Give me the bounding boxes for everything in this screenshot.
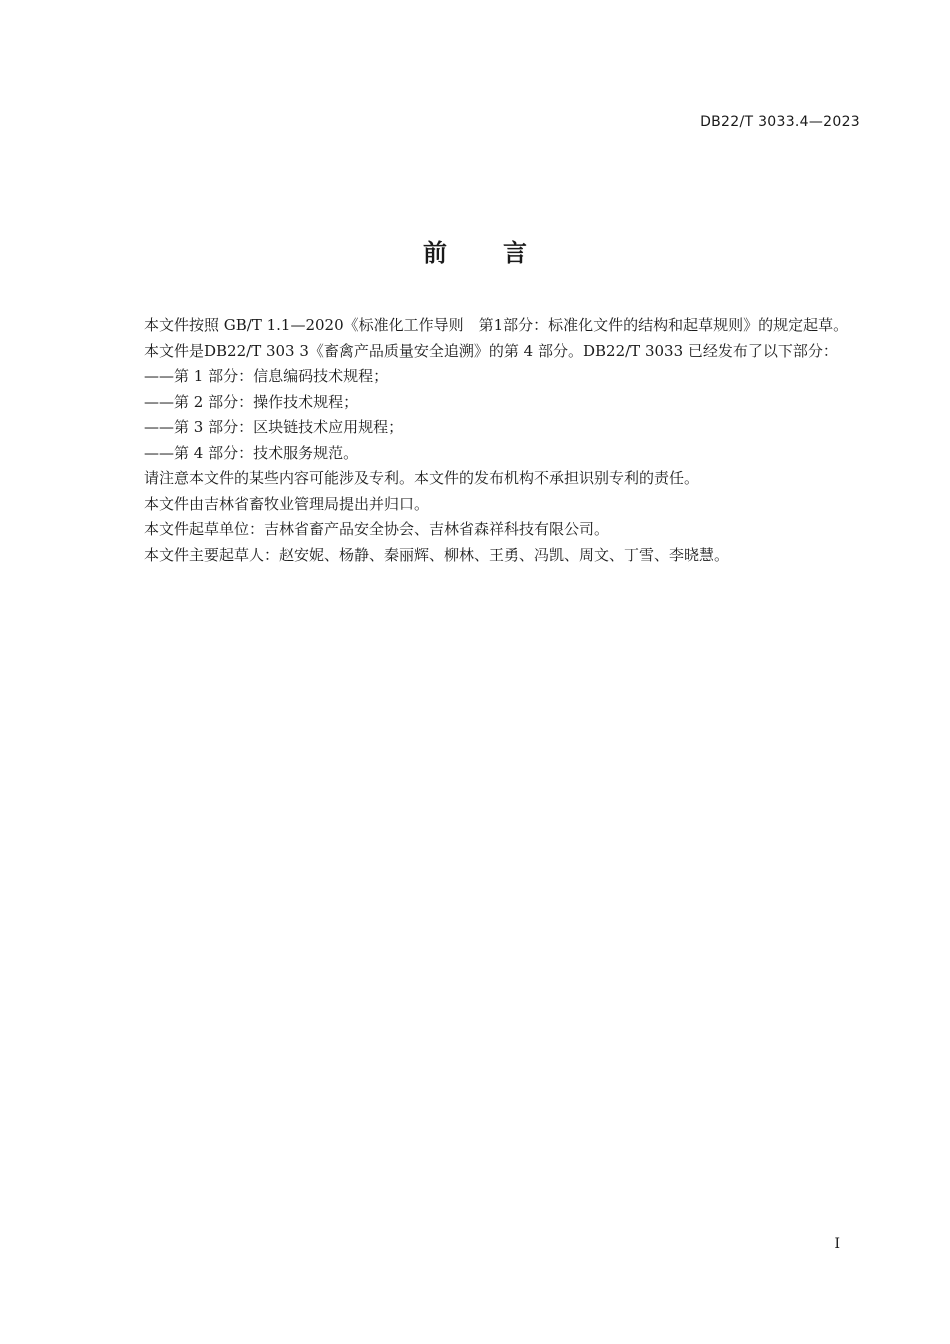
paragraph-drafters: 本文件主要起草人：赵安妮、杨静、秦丽辉、柳林、王勇、冯凯、周文、丁雪、李晓慧。 [144,545,730,564]
page-title [0,233,950,268]
page-number: I [834,1236,840,1252]
document-code: DB22/T 3033.4—2023 [700,114,860,130]
list-item-part-1: ——第 1 部分：信息编码技术规程； [144,367,389,385]
paragraph-drafting-basis: 本文件按照 GB/T 1.1—2020《标准化工作导则 第1部分：标准化文件的结构和起草规则》的规定起草。 [144,316,849,334]
paragraph-drafting-units: 本文件起草单位：吉林省畜产品安全协会、吉林省森祥科技有限公司。 [144,520,610,538]
title-char-1: 前 [423,239,447,267]
list-item-part-4: ——第 4 部分：技术服务规范。 [144,443,359,462]
paragraph-series-intro: 本文件是DB22/T 303 3《畜禽产品质量安全追溯》的第 4 部分。DB22/T 3033 已经发布了以下部分： [144,341,838,360]
list-item-part-3: ——第 3 部分：区块链技术应用规程； [144,418,404,436]
paragraph-patent-notice: 请注意本文件的某些内容可能涉及专利。本文件的发布机构不承担识别专利的责任。 [144,469,700,487]
list-item-part-2: ——第 2 部分：操作技术规程； [144,392,359,411]
paragraph-proposer: 本文件由吉林省畜牧业管理局提出并归口。 [144,494,430,513]
foreword-body [114,313,860,568]
title-char-2: 言 [503,239,527,267]
